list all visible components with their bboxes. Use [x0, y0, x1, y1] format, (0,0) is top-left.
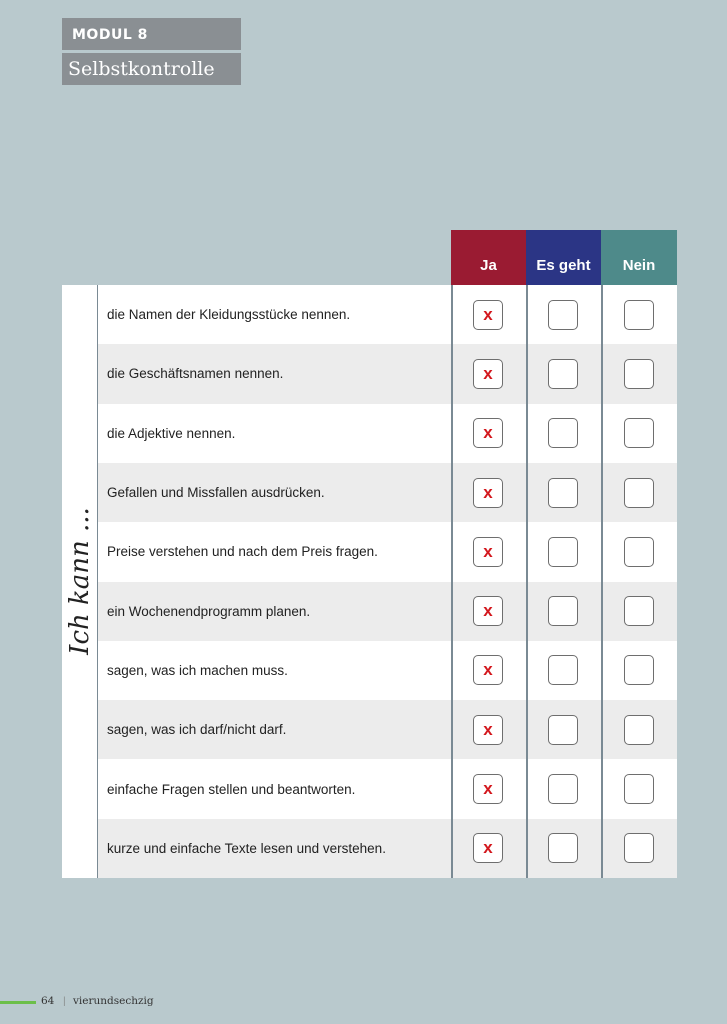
checkbox-es-geht[interactable] — [548, 300, 578, 330]
checkbox-nein[interactable] — [624, 300, 654, 330]
row-statement: sagen, was ich machen muss. — [107, 662, 288, 678]
checkbox-ja[interactable] — [473, 715, 503, 745]
row-statement: sagen, was ich darf/nicht darf. — [107, 722, 287, 738]
table-row — [98, 641, 677, 700]
side-column — [62, 285, 98, 878]
table-row — [98, 819, 677, 878]
row-statement: die Namen der Kleidungsstücke nennen. — [107, 307, 351, 323]
checkbox-ja[interactable] — [473, 833, 503, 863]
check-mark: x — [483, 482, 493, 502]
row-statement: die Adjektive nennen. — [107, 425, 236, 441]
column-header-ja: Ja — [451, 230, 526, 285]
checkbox-es-geht[interactable] — [548, 478, 578, 508]
table-row — [98, 404, 677, 463]
checkbox-nein[interactable] — [624, 418, 654, 448]
check-mark: x — [483, 601, 493, 621]
column-divider — [601, 285, 603, 878]
checkbox-es-geht[interactable] — [548, 655, 578, 685]
checkbox-ja[interactable] — [473, 774, 503, 804]
page-number: 64 — [41, 995, 55, 1007]
checkbox-nein[interactable] — [624, 596, 654, 626]
checkbox-es-geht[interactable] — [548, 359, 578, 389]
checkbox-ja[interactable] — [473, 300, 503, 330]
checkbox-nein[interactable] — [624, 833, 654, 863]
column-header-nein: Nein — [601, 230, 677, 285]
check-mark: x — [483, 779, 493, 799]
check-mark: x — [483, 423, 493, 443]
table-row — [98, 522, 677, 581]
column-divider — [451, 285, 453, 878]
checkbox-es-geht[interactable] — [548, 774, 578, 804]
checkbox-nein[interactable] — [624, 359, 654, 389]
table-row — [98, 285, 677, 344]
table-row — [98, 463, 677, 522]
table-row — [98, 344, 677, 403]
row-statement: einfache Fragen stellen und beantworten. — [107, 781, 356, 797]
checkbox-ja[interactable] — [473, 596, 503, 626]
checkbox-nein[interactable] — [624, 774, 654, 804]
checkbox-ja[interactable] — [473, 418, 503, 448]
footer-accent-line — [0, 1001, 36, 1004]
check-mark: x — [483, 838, 493, 858]
checkbox-ja[interactable] — [473, 359, 503, 389]
table-row — [98, 759, 677, 818]
check-mark: x — [483, 363, 493, 383]
module-label: MODUL 8 — [62, 18, 241, 50]
check-mark: x — [483, 719, 493, 739]
checkbox-nein[interactable] — [624, 537, 654, 567]
checkbox-es-geht[interactable] — [548, 833, 578, 863]
check-mark: x — [483, 541, 493, 561]
checkbox-nein[interactable] — [624, 715, 654, 745]
checkbox-es-geht[interactable] — [548, 537, 578, 567]
column-divider — [526, 285, 528, 878]
self-assessment-table — [62, 285, 677, 878]
check-mark: x — [483, 304, 493, 324]
side-label: Ich kann ... — [65, 507, 95, 655]
row-statement: Preise verstehen und nach dem Preis fragen. — [107, 544, 378, 560]
row-statement: ein Wochenendprogramm planen. — [107, 603, 311, 619]
page-title: Selbstkontrolle — [62, 53, 241, 85]
checkbox-nein[interactable] — [624, 655, 654, 685]
page-number-word: vierundsechzig — [73, 995, 154, 1007]
footer-separator: | — [63, 995, 66, 1007]
row-statement: Gefallen und Missfallen ausdrücken. — [107, 485, 325, 501]
checkbox-es-geht[interactable] — [548, 715, 578, 745]
column-header-es-geht: Es geht — [526, 230, 601, 285]
row-statement: kurze und einfache Texte lesen und verstehen. — [107, 840, 386, 856]
checkbox-es-geht[interactable] — [548, 418, 578, 448]
table-row — [98, 582, 677, 641]
checkbox-ja[interactable] — [473, 478, 503, 508]
checkbox-ja[interactable] — [473, 537, 503, 567]
row-statement: die Geschäftsnamen nennen. — [107, 366, 284, 382]
checkbox-es-geht[interactable] — [548, 596, 578, 626]
checkbox-ja[interactable] — [473, 655, 503, 685]
check-mark: x — [483, 660, 493, 680]
checkbox-nein[interactable] — [624, 478, 654, 508]
table-row — [98, 700, 677, 759]
